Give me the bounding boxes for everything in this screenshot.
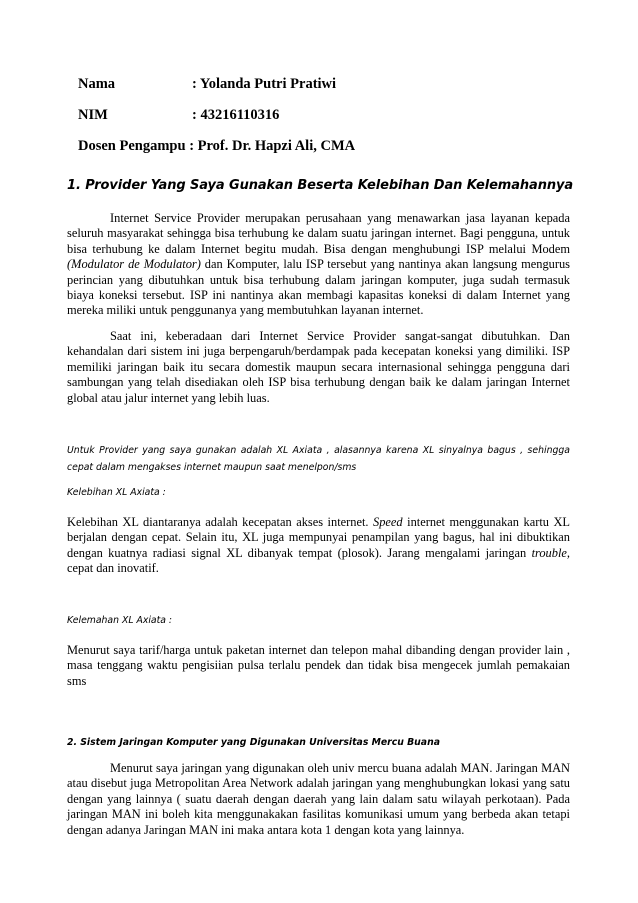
section1-heading: 1. Provider Yang Saya Gunakan Beserta Kelebihan Dan Kelemahannya	[67, 178, 574, 193]
nim-row	[78, 107, 279, 124]
jaringan-paragraph: Menurut saya jaringan yang digunakan oleh univ mercu buana adalah MAN. Jaringan MAN atau disebut juga Metropolitan Area Network adalah jaringan yang menghubungkan lokasi yang satu dengan yang lainnya ( suatu daerah dengan daerah yang lain dalam satu wilayah perkotaan). Pada jaringan MAN ini boleh kita menggunakakan fasilitas komunikasi umum yang berbeda akan tetapi dengan adanya Jaringan MAN ini maka antara kota 1 dengan kota yang lainnya.	[67, 761, 570, 837]
provider-intro: Untuk Provider yang saya gunakan adalah XL Axiata , alasannya karena XL sinyalnya bagus , sehingga cepat dalam mengakses internet maupun saat menelpon/sms	[67, 445, 570, 473]
name-row	[78, 76, 336, 93]
name-value: : Yolanda Putri Pratiwi	[192, 76, 337, 92]
isp-p1-italic: (Modulator de Modulator)	[67, 257, 201, 272]
section2-heading: 2. Sistem Jaringan Komputer yang Digunakan Universitas Mercu Buana	[67, 737, 440, 748]
isp-p1-text-b: dan Komputer, lalu ISP tersebut yang nantinya akan langsung mengurus perincian yang dibutuhkan untuk bisa terhubung dalam jaringan komputer, juga sudah termasuk biaya koneksi tersebut. ISP ini nantinya akan membagi kapasitas koneksi di dalam Internet yang mereka miliki untuk penggunanya yang membutuhkan layanan internet.	[67, 257, 570, 318]
kelebihan-text-a: Kelebihan XL diantaranya adalah kecepatan akses internet.	[67, 515, 374, 529]
kelebihan-speed: Speed	[373, 515, 403, 529]
isp-paragraph-1	[67, 211, 570, 319]
kelebihan-label: Kelebihan XL Axiata :	[67, 487, 166, 498]
isp-p1-text-a: Internet Service Provider merupakan perusahaan yang menawarkan jasa layanan kepada seluruh masyarakat sehingga bisa terhubung ke dalam suatu jaringan internet. Bagi pengguna, untuk bisa terhubung ke dalam Internet begitu mudah. Bisa dengan menghubungi ISP melalui Modem	[67, 211, 570, 256]
lecturer-row	[78, 138, 355, 155]
kelemahan-paragraph: Menurut saya tarif/harga untuk paketan internet dan telepon mahal dibanding dengan provider lain , masa tenggang waktu pengisiian pulsa terlalu pendek dan tidak bisa mengecek jumlah pemakaian sms	[67, 643, 570, 688]
lecturer-value: : Prof. Dr. Hapzi Ali, CMA	[189, 138, 356, 154]
isp-paragraph-2: Saat ini, keberadaan dari Internet Service Provider sangat-sangat dibutuhkan. Dan kehandalan dari sistem ini juga berpengaruh/berdampak pada kecepatan koneksi yang dimiliki. ISP memiliki jaringan baik itu secara domestik maupun secara internasional sehingga pengguna dari sambungan yang telah disediakan oleh ISP bisa terhubung dengan baik ke dalam jaringan Internet global atau jalur internet yang lebih luas.	[67, 329, 570, 405]
kelebihan-text-c: cepat dan inovatif.	[67, 561, 159, 576]
nim-label: NIM	[78, 107, 108, 123]
nim-value: : 43216110316	[192, 107, 280, 123]
kelebihan-trouble: trouble,	[531, 545, 570, 560]
kelebihan-text-b: internet menggunakan kartu XL berjalan dengan cepat. Selain itu, XL juga mempunyai penampilan yang bagus, hal ini dibuktikan dengan kuatnya radiasi signal XL dibanyak tempat (plosok). Jarang mengalami jaringan	[67, 515, 570, 560]
kelebihan-paragraph	[67, 515, 570, 577]
kelemahan-label: Kelemahan XL Axiata :	[67, 615, 173, 626]
name-label: Nama	[78, 76, 116, 92]
lecturer-label: Dosen Pengampu	[78, 138, 186, 154]
